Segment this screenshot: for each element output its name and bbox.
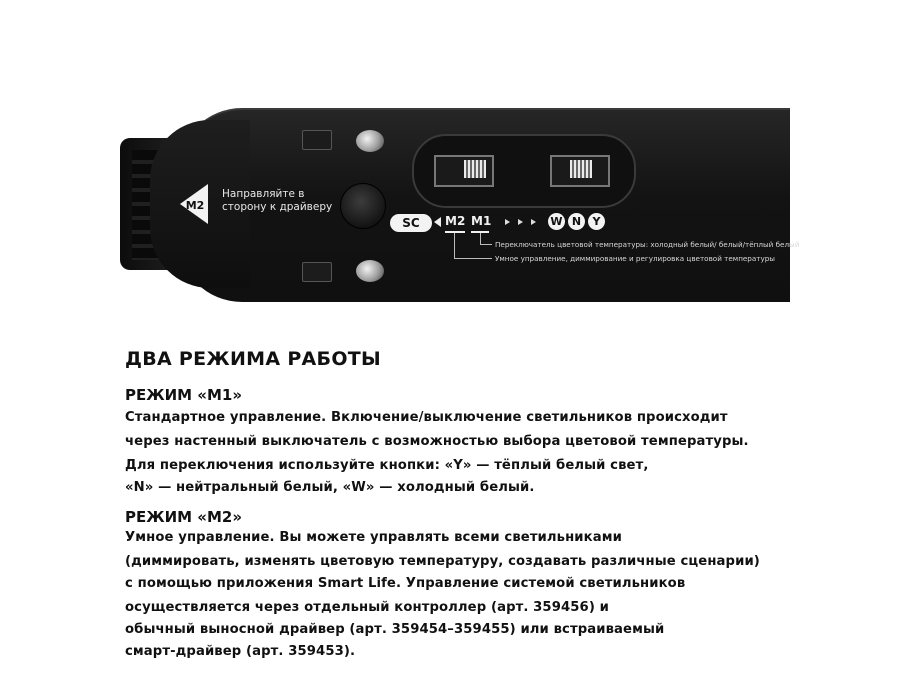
mode2-heading: РЕЖИМ «М2» — [125, 508, 243, 526]
right-arrow-icon — [518, 219, 523, 225]
m2-leader-horizontal — [454, 258, 492, 259]
top-screw — [356, 130, 384, 152]
bottom-left-clip — [302, 262, 332, 282]
color-switch[interactable] — [550, 155, 610, 187]
mode2-line: с помощью приложения Smart Life. Управление системой светильников — [125, 576, 686, 591]
m1-leader-horizontal — [480, 244, 492, 245]
mode-m1-label: M1 — [471, 214, 492, 228]
mode1-line: Стандартное управление. Включение/выключение светильников происходит — [125, 410, 728, 425]
direction-arrow-icon — [178, 182, 218, 226]
main-title: ДВА РЕЖИМА РАБОТЫ — [125, 348, 382, 370]
mode1-line: Для переключения используйте кнопки: «Y» — тёплый белый свет, — [125, 458, 649, 473]
w-indicator: W — [548, 213, 565, 230]
arrow-badge-text: M2 — [185, 199, 205, 212]
color-switch-knob[interactable] — [570, 160, 592, 178]
left-arrow-icon — [434, 217, 441, 227]
mode-switch-knob[interactable] — [464, 160, 486, 178]
mode2-line: Умное управление. Вы можете управлять всеми светильниками — [125, 530, 622, 545]
mode2-line: смарт-драйвер (арт. 359453). — [125, 644, 356, 659]
top-left-clip — [302, 130, 332, 150]
y-indicator: Y — [588, 213, 605, 230]
driver-note-text — [222, 188, 332, 214]
product-photo — [0, 0, 900, 330]
note-line-1: Направляйте в — [222, 188, 305, 200]
n-indicator: N — [568, 213, 585, 230]
mode2-line: осуществляется через отдельный контроллер (арт. 359456) и — [125, 600, 609, 615]
m2-underline — [445, 231, 465, 233]
mode2-line: обычный выносной драйвер (арт. 359454–359455) или встраиваемый — [125, 622, 665, 637]
right-arrow-icon — [505, 219, 510, 225]
m2-caption: Умное управление, диммирование и регулировка цветовой температуры — [495, 254, 775, 263]
right-arrow-icon — [531, 219, 536, 225]
mode1-heading: РЕЖИМ «М1» — [125, 386, 243, 404]
bottom-screw — [356, 260, 384, 282]
mode1-line: через настенный выключатель с возможностью выбора цветовой температуры. — [125, 434, 749, 449]
mode-m2-label: M2 — [445, 214, 466, 228]
note-line-2: сторону к драйверу — [222, 201, 333, 213]
mode-switch[interactable] — [434, 155, 494, 187]
mode1-line: «N» — нейтральный белый, «W» — холодный белый. — [125, 480, 535, 495]
switch-window — [412, 134, 636, 208]
sc-label: SC — [390, 214, 432, 232]
mode2-line: (диммировать, изменять цветовую температуру, создавать различные сценарии) — [125, 554, 760, 569]
m1-caption: Переключатель цветовой температуры: холодный белый/ белый/тёплый белый — [495, 240, 800, 249]
m2-leader-vertical — [454, 233, 455, 259]
rotary-knob — [340, 183, 386, 229]
driver-direction-note — [178, 182, 338, 228]
